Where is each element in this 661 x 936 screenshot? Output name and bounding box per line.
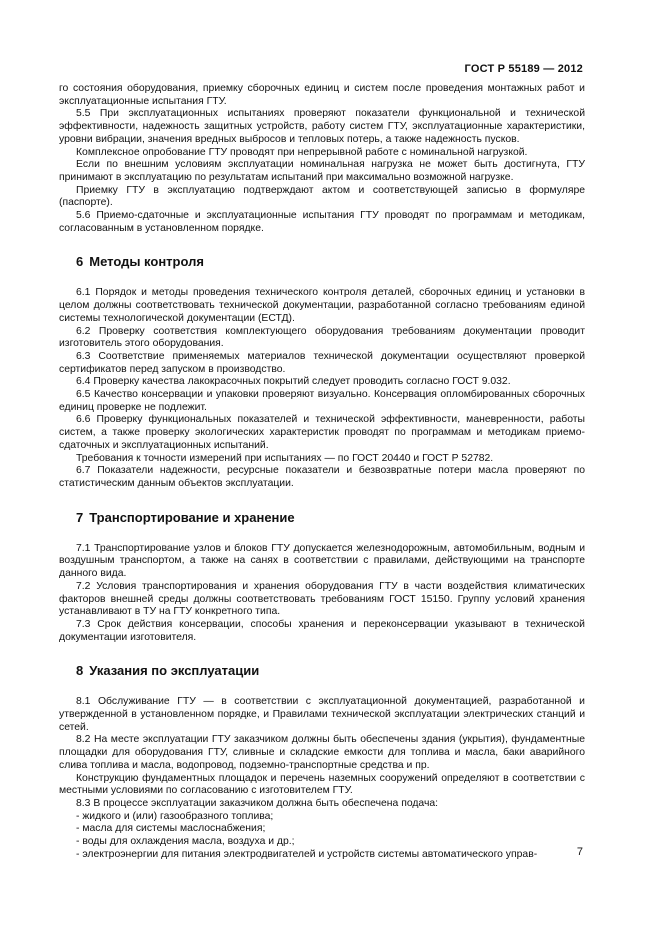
paragraph: - электроэнергии для питания электродвигателей и устройств системы автоматического управ- (76, 848, 538, 860)
paragraph: 7.2 Условия транспортирования и хранения оборудования ГТУ в части воздействия климатических факторов внешней среды должны соответствовать требованиям ГОСТ 15150. Группу условий хранения устанавливают в ТУ на ГТУ конкретного типа. (59, 580, 585, 618)
paragraph: 6.6 Проверку функциональных показателей и технической эффективности, маневренности, работы систем, а также проверку экологических характеристик проводят по программам и методикам приемо-сдаточных и эксплуатационных испытаний. (59, 414, 585, 451)
paragraph: 6.2 Проверку соответствия комплектующего оборудования требованиям документации проводит изготовитель этого оборудования. (59, 325, 585, 350)
page-number: 7 (576, 846, 583, 858)
section-number: 6 (76, 254, 84, 270)
section-title: Методы контроля (89, 254, 204, 270)
paragraph: го состояния оборудования, приемку сборочных единиц и систем после проведения монтажных работ и эксплуатационные испытания ГТУ. (59, 83, 585, 107)
paragraph: Если по внешним условиям эксплуатации номинальная нагрузка не может быть достигнута, ГТУ принимают в эксплуатацию по результатам испытаний при максимально возможной нагрузке. (59, 159, 585, 183)
section5-continuation (59, 83, 585, 235)
paragraph: 6.5 Качество консервации и упаковки проверяют визуально. Консервация опломбированных сборочных единиц проверке не подлежит. (59, 389, 585, 413)
paragraph: 7.1 Транспортирование узлов и блоков ГТУ допускается железнодорожным, автомобильным, водным и воздушным транспортом, а также на санях в соответствии с правилами, действующими на транспорте данного вида. (59, 542, 585, 580)
paragraph: Комплексное опробование ГТУ проводят при непрерывной работе с номинальной нагрузкой. (76, 146, 528, 158)
section-number: 7 (76, 509, 84, 525)
paragraph: Конструкцию фундаментных площадок и перечень наземных сооружений определяют в соответствии с местными условиями по согласованию с изготовителем ГТУ. (59, 772, 585, 797)
section-heading-6 (76, 254, 585, 269)
paragraph: 8.3 В процессе эксплуатации заказчиком должна быть обеспечена подача: (76, 797, 439, 809)
paragraph: 6.3 Соответствие применяемых материалов технической документации осуществляют проверкой сертификатов перед запуском в производство. (59, 350, 585, 375)
section-title: Транспортирование и хранение (89, 509, 295, 525)
paragraph: 5.5 При эксплуатационных испытаниях проверяют показатели функциональной и технической эффективности, надежность защитных устройств, работу систем ГТУ, эксплуатационные характеристики, уровни вибрации, значения вредных выбросов и тепловых потерь, а также надежность пусков. (59, 108, 585, 145)
section-heading-8 (76, 663, 585, 678)
paragraph: 6.1 Порядок и методы проведения технического контроля деталей, сборочных единиц и установки в целом должны соответствовать технической документации, разработанной согласно требованиям единой системы технологической документации (ЕСТД). (59, 287, 585, 324)
section-heading-7 (76, 510, 585, 525)
paragraph: 6.4 Проверку качества лакокрасочных покрытий следует проводить согласно ГОСТ 9.032. (76, 376, 511, 388)
list-item: - масла для системы маслоснабжения; (76, 823, 266, 835)
paragraph: 8.1 Обслуживание ГТУ — в соответствии с эксплуатационной документацией, разработанной и утвержденной в установленном порядке, и Правилами технической эксплуатации электрических станций и сетей. (59, 696, 585, 733)
section8-body (59, 696, 585, 861)
paragraph: Требования к точности измерений при испытаниях — по ГОСТ 20440 и ГОСТ Р 52782. (76, 452, 494, 464)
paragraph: 8.2 На месте эксплуатации ГТУ заказчиком должны быть обеспечены здания (укрытия), фундаментные площадки для оборудования ГТУ, сливные и складские емкости для топлива и масла, баки аварийного слива топлива и масла, водопровод, подземно-транспортные средства и пр. (59, 734, 585, 771)
section7-body (59, 543, 585, 645)
section6-body (59, 287, 585, 490)
paragraph: Приемку ГТУ в эксплуатацию подтверждают актом и соответствующей записью в формуляре (паспорте). (59, 184, 585, 209)
page-content (59, 83, 585, 861)
section-title: Указания по эксплуатации (89, 663, 260, 679)
paragraph: 6.7 Показатели надежности, ресурсные показатели и безвозвратные потери масла проверяют по статистическим данным объектов эксплуатации. (59, 465, 585, 489)
paragraph: 7.3 Срок действия консервации, способы хранения и переконсервации указывают в технической документации изготовителя. (59, 618, 585, 643)
list-item: - воды для охлаждения масла, воздуха и др.; (76, 836, 295, 848)
section-number: 8 (76, 663, 84, 679)
document-code-header: ГОСТ Р 55189 — 2012 (464, 63, 583, 75)
paragraph: 5.6 Приемо-сдаточные и эксплуатационные испытания ГТУ проводят по программам и методикам, согласованным в установленном порядке. (59, 210, 585, 234)
list-item: - жидкого и (или) газообразного топлива; (76, 810, 274, 822)
